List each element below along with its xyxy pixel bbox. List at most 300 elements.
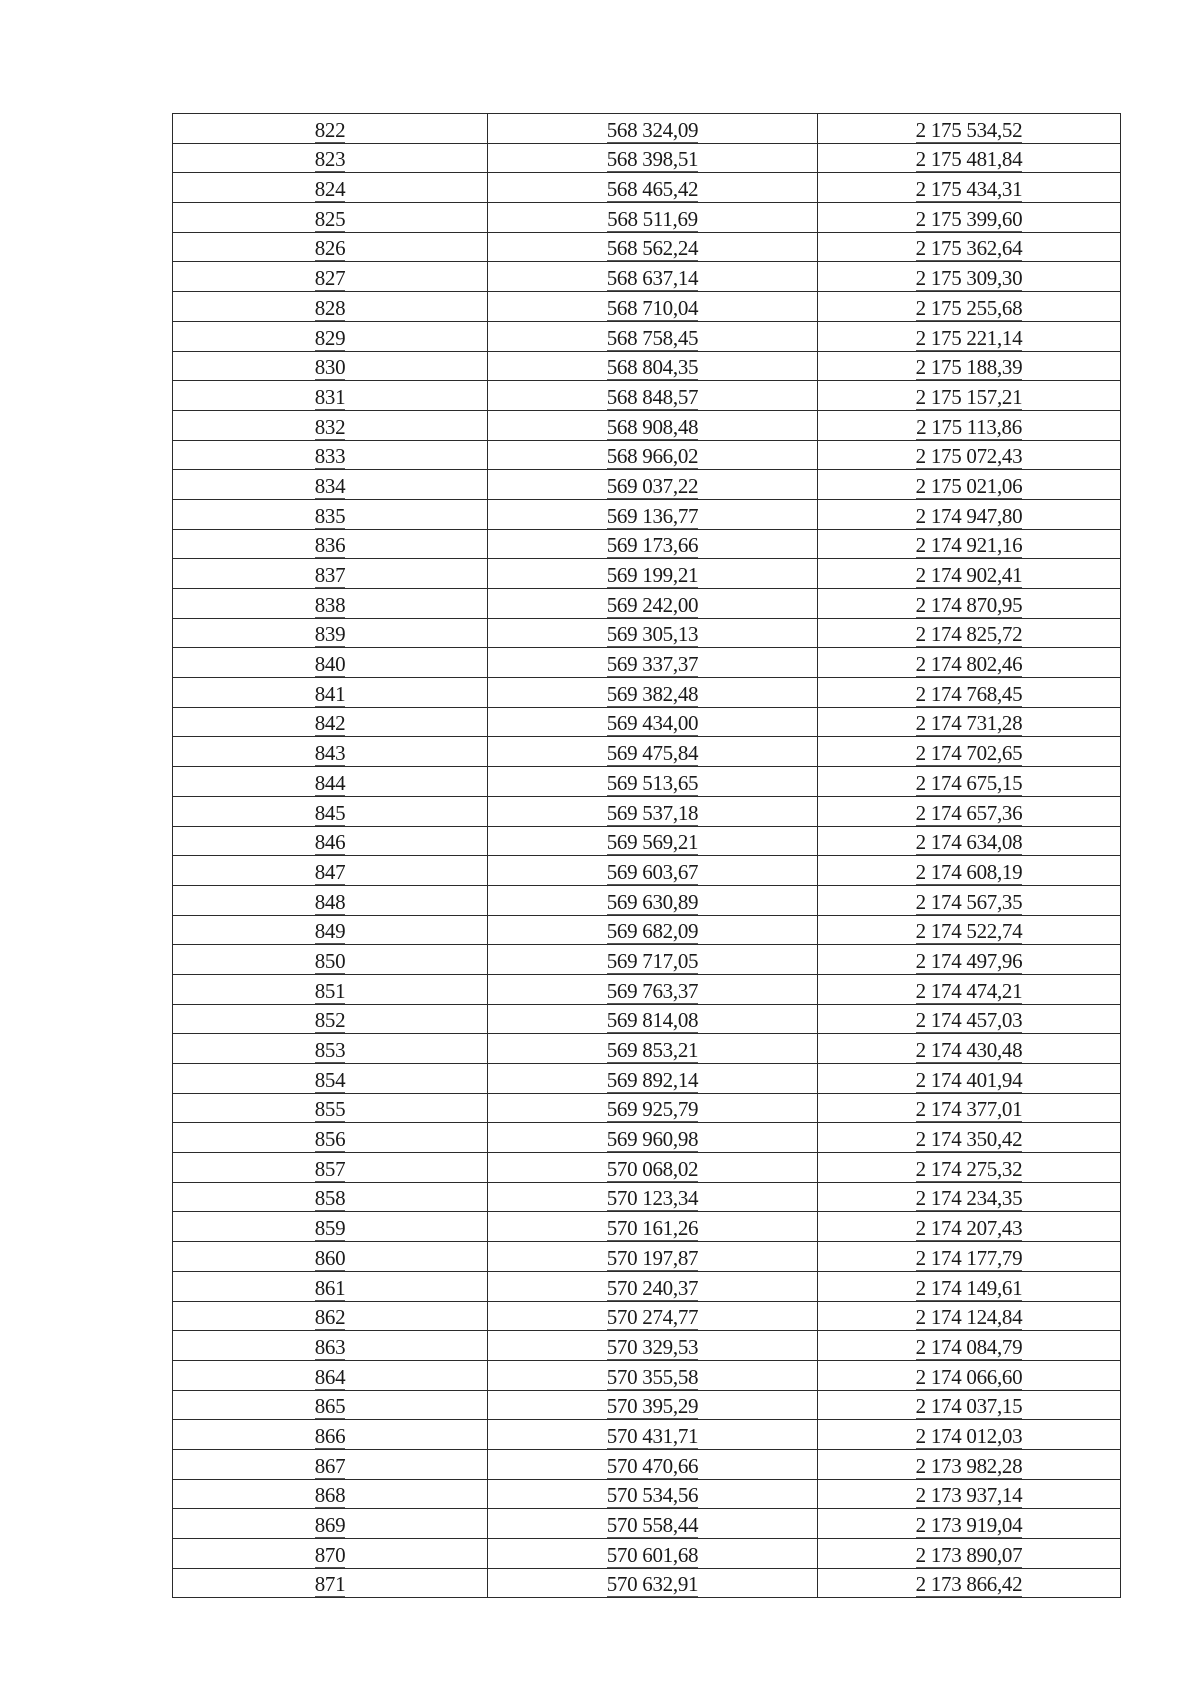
x-coordinate-value: 570 240,37 [606, 1275, 699, 1300]
point-number-value: 835 [314, 503, 346, 528]
x-coordinate-value: 569 434,00 [606, 711, 699, 736]
table-row [173, 173, 1121, 203]
y-coordinate-value: 2 174 702,65 [915, 741, 1023, 766]
y-coordinate-value: 2 174 177,79 [915, 1245, 1023, 1270]
x-coordinate-value: 569 892,14 [606, 1067, 699, 1092]
x-coordinate-value: 568 324,09 [606, 117, 699, 142]
x-coordinate-value: 570 123,34 [606, 1186, 699, 1211]
point-number-value: 840 [314, 652, 346, 677]
x-coordinate-value: 568 758,45 [606, 325, 699, 350]
y-coordinate-cell [818, 1034, 1121, 1064]
point-number-value: 831 [314, 384, 346, 409]
table-row [173, 589, 1121, 619]
table-row [173, 321, 1121, 351]
point-number-cell [173, 1093, 488, 1123]
point-number-cell [173, 1153, 488, 1183]
y-coordinate-value: 2 174 474,21 [915, 978, 1023, 1003]
y-coordinate-cell [818, 173, 1121, 203]
x-coordinate-value: 570 395,29 [606, 1394, 699, 1419]
y-coordinate-cell [818, 1153, 1121, 1183]
x-coordinate-cell [488, 143, 818, 173]
point-number-cell [173, 470, 488, 500]
y-coordinate-cell [818, 1331, 1121, 1361]
x-coordinate-cell [488, 974, 818, 1004]
table-row [173, 885, 1121, 915]
point-number-cell [173, 737, 488, 767]
point-number-value: 836 [314, 533, 346, 558]
y-coordinate-cell [818, 826, 1121, 856]
y-coordinate-value: 2 174 567,35 [915, 889, 1023, 914]
x-coordinate-value: 570 431,71 [606, 1423, 699, 1448]
point-number-value: 857 [314, 1156, 346, 1181]
point-number-value: 830 [314, 355, 346, 380]
y-coordinate-value: 2 175 255,68 [915, 295, 1023, 320]
table-row [173, 1034, 1121, 1064]
y-coordinate-cell [818, 915, 1121, 945]
point-number-value: 862 [314, 1305, 346, 1330]
y-coordinate-cell [818, 410, 1121, 440]
y-coordinate-cell [818, 618, 1121, 648]
y-coordinate-cell [818, 499, 1121, 529]
y-coordinate-value: 2 174 012,03 [915, 1423, 1023, 1448]
point-number-cell [173, 974, 488, 1004]
table-row [173, 440, 1121, 470]
x-coordinate-cell [488, 262, 818, 292]
y-coordinate-value: 2 174 522,74 [915, 919, 1023, 944]
table-row [173, 1242, 1121, 1272]
y-coordinate-value: 2 175 534,52 [915, 117, 1023, 142]
x-coordinate-value: 568 710,04 [606, 295, 699, 320]
x-coordinate-value: 569 603,67 [606, 859, 699, 884]
point-number-value: 828 [314, 295, 346, 320]
point-number-cell [173, 1390, 488, 1420]
y-coordinate-value: 2 174 430,48 [915, 1038, 1023, 1062]
y-coordinate-cell [818, 974, 1121, 1004]
x-coordinate-value: 570 197,87 [606, 1245, 699, 1270]
y-coordinate-cell [818, 1301, 1121, 1331]
y-coordinate-value: 2 174 902,41 [915, 563, 1023, 587]
x-coordinate-value: 569 853,21 [606, 1038, 699, 1062]
x-coordinate-cell [488, 440, 818, 470]
table-row [173, 1301, 1121, 1331]
y-coordinate-value: 2 174 731,28 [915, 711, 1023, 736]
point-number-cell [173, 1242, 488, 1272]
x-coordinate-cell [488, 1064, 818, 1094]
point-number-value: 861 [314, 1275, 346, 1300]
point-number-value: 838 [314, 592, 346, 617]
y-coordinate-value: 2 174 066,60 [915, 1364, 1023, 1389]
table-row [173, 1212, 1121, 1242]
y-coordinate-value: 2 175 481,84 [915, 147, 1023, 172]
y-coordinate-cell [818, 945, 1121, 975]
point-number-value: 866 [314, 1423, 346, 1448]
x-coordinate-value: 568 398,51 [606, 147, 699, 172]
point-number-cell [173, 1449, 488, 1479]
point-number-value: 869 [314, 1513, 346, 1537]
x-coordinate-cell [488, 232, 818, 262]
coordinates-table [172, 113, 1121, 1598]
table-row [173, 1420, 1121, 1450]
point-number-value: 846 [314, 830, 346, 855]
table-row [173, 678, 1121, 708]
point-number-value: 860 [314, 1245, 346, 1270]
point-number-value: 853 [314, 1038, 346, 1062]
x-coordinate-value: 569 925,79 [606, 1097, 699, 1122]
x-coordinate-value: 569 537,18 [606, 800, 699, 825]
point-number-value: 827 [314, 266, 346, 291]
point-number-cell [173, 559, 488, 589]
point-number-cell [173, 796, 488, 826]
x-coordinate-cell [488, 589, 818, 619]
x-coordinate-cell [488, 292, 818, 322]
point-number-value: 863 [314, 1334, 346, 1359]
point-number-cell [173, 1331, 488, 1361]
y-coordinate-cell [818, 321, 1121, 351]
x-coordinate-value: 570 534,56 [606, 1483, 699, 1508]
point-number-cell [173, 767, 488, 797]
x-coordinate-cell [488, 1360, 818, 1390]
table-row [173, 1539, 1121, 1569]
x-coordinate-value: 569 037,22 [606, 473, 699, 498]
y-coordinate-cell [818, 203, 1121, 233]
y-coordinate-cell [818, 1182, 1121, 1212]
y-coordinate-cell [818, 1123, 1121, 1153]
y-coordinate-cell [818, 856, 1121, 886]
point-number-value: 842 [314, 711, 346, 736]
table-row [173, 1093, 1121, 1123]
y-coordinate-cell [818, 1242, 1121, 1272]
y-coordinate-value: 2 174 675,15 [915, 770, 1023, 795]
x-coordinate-cell [488, 1449, 818, 1479]
x-coordinate-value: 569 513,65 [606, 770, 699, 795]
table-row [173, 499, 1121, 529]
point-number-value: 851 [314, 978, 346, 1003]
point-number-cell [173, 1479, 488, 1509]
x-coordinate-cell [488, 618, 818, 648]
y-coordinate-value: 2 174 634,08 [915, 830, 1023, 855]
x-coordinate-value: 570 632,91 [606, 1572, 699, 1597]
point-number-value: 826 [314, 236, 346, 261]
point-number-cell [173, 203, 488, 233]
x-coordinate-value: 569 136,77 [606, 503, 699, 528]
x-coordinate-cell [488, 351, 818, 381]
point-number-value: 824 [314, 177, 346, 202]
x-coordinate-cell [488, 381, 818, 411]
y-coordinate-cell [818, 678, 1121, 708]
x-coordinate-cell [488, 173, 818, 203]
x-coordinate-value: 569 682,09 [606, 919, 699, 944]
y-coordinate-cell [818, 114, 1121, 144]
table-row [173, 410, 1121, 440]
y-coordinate-value: 2 175 113,86 [916, 414, 1022, 439]
table-row [173, 1271, 1121, 1301]
x-coordinate-value: 569 717,05 [606, 948, 699, 973]
x-coordinate-cell [488, 1034, 818, 1064]
x-coordinate-cell [488, 321, 818, 351]
table-row [173, 1153, 1121, 1183]
point-number-value: 867 [314, 1453, 346, 1478]
y-coordinate-value: 2 174 870,95 [915, 592, 1023, 617]
y-coordinate-value: 2 175 157,21 [915, 384, 1023, 409]
y-coordinate-cell [818, 885, 1121, 915]
x-coordinate-cell [488, 410, 818, 440]
y-coordinate-value: 2 174 350,42 [915, 1127, 1023, 1152]
y-coordinate-cell [818, 1271, 1121, 1301]
table-row [173, 1390, 1121, 1420]
y-coordinate-cell [818, 232, 1121, 262]
x-coordinate-cell [488, 796, 818, 826]
point-number-value: 841 [314, 681, 346, 706]
x-coordinate-value: 569 475,84 [606, 741, 699, 766]
x-coordinate-cell [488, 1568, 818, 1598]
y-coordinate-cell [818, 559, 1121, 589]
y-coordinate-value: 2 175 072,43 [915, 444, 1023, 469]
x-coordinate-cell [488, 1182, 818, 1212]
point-number-cell [173, 1360, 488, 1390]
point-number-cell [173, 1568, 488, 1598]
point-number-cell [173, 945, 488, 975]
y-coordinate-value: 2 173 937,14 [915, 1483, 1023, 1508]
point-number-value: 837 [314, 563, 346, 587]
point-number-cell [173, 1539, 488, 1569]
point-number-value: 856 [314, 1127, 346, 1152]
point-number-cell [173, 232, 488, 262]
y-coordinate-value: 2 174 947,80 [915, 503, 1023, 528]
point-number-value: 850 [314, 948, 346, 973]
x-coordinate-cell [488, 1479, 818, 1509]
y-coordinate-value: 2 175 434,31 [915, 177, 1023, 202]
x-coordinate-cell [488, 203, 818, 233]
x-coordinate-cell [488, 707, 818, 737]
table-row [173, 114, 1121, 144]
x-coordinate-cell [488, 885, 818, 915]
table-row [173, 1331, 1121, 1361]
point-number-value: 834 [314, 473, 346, 498]
point-number-cell [173, 1034, 488, 1064]
x-coordinate-cell [488, 856, 818, 886]
y-coordinate-cell [818, 1509, 1121, 1539]
x-coordinate-value: 570 161,26 [606, 1216, 699, 1241]
table-row [173, 1479, 1121, 1509]
table-row [173, 232, 1121, 262]
x-coordinate-cell [488, 1093, 818, 1123]
x-coordinate-cell [488, 767, 818, 797]
y-coordinate-value: 2 175 309,30 [915, 266, 1023, 291]
y-coordinate-cell [818, 1360, 1121, 1390]
x-coordinate-value: 569 763,37 [606, 978, 699, 1003]
point-number-cell [173, 826, 488, 856]
x-coordinate-value: 570 601,68 [606, 1542, 699, 1567]
point-number-value: 848 [314, 889, 346, 914]
x-coordinate-cell [488, 1212, 818, 1242]
x-coordinate-value: 568 804,35 [606, 355, 699, 380]
x-coordinate-value: 570 329,53 [606, 1334, 699, 1359]
y-coordinate-value: 2 175 221,14 [915, 325, 1023, 350]
point-number-value: 865 [314, 1394, 346, 1419]
x-coordinate-value: 569 814,08 [606, 1008, 699, 1033]
point-number-cell [173, 1182, 488, 1212]
x-coordinate-value: 569 242,00 [606, 592, 699, 617]
y-coordinate-value: 2 175 362,64 [915, 236, 1023, 261]
table-row [173, 1360, 1121, 1390]
point-number-cell [173, 915, 488, 945]
y-coordinate-value: 2 174 401,94 [915, 1067, 1023, 1092]
y-coordinate-value: 2 175 399,60 [915, 206, 1023, 231]
y-coordinate-cell [818, 440, 1121, 470]
x-coordinate-value: 570 355,58 [606, 1364, 699, 1389]
point-number-cell [173, 589, 488, 619]
point-number-value: 825 [314, 206, 346, 231]
table-row [173, 1509, 1121, 1539]
table-row [173, 351, 1121, 381]
x-coordinate-cell [488, 529, 818, 559]
point-number-value: 855 [314, 1097, 346, 1122]
y-coordinate-cell [818, 470, 1121, 500]
point-number-value: 854 [314, 1067, 346, 1092]
point-number-value: 823 [314, 147, 346, 172]
x-coordinate-cell [488, 1539, 818, 1569]
point-number-cell [173, 321, 488, 351]
y-coordinate-cell [818, 292, 1121, 322]
x-coordinate-value: 568 465,42 [606, 177, 699, 202]
y-coordinate-cell [818, 707, 1121, 737]
table-row [173, 529, 1121, 559]
y-coordinate-value: 2 174 608,19 [915, 859, 1023, 884]
point-number-cell [173, 351, 488, 381]
table-row [173, 1064, 1121, 1094]
point-number-value: 843 [314, 741, 346, 766]
y-coordinate-value: 2 173 919,04 [915, 1513, 1023, 1537]
y-coordinate-value: 2 173 890,07 [915, 1542, 1023, 1567]
y-coordinate-cell [818, 589, 1121, 619]
table-row [173, 470, 1121, 500]
y-coordinate-value: 2 174 234,35 [915, 1186, 1023, 1211]
y-coordinate-value: 2 175 021,06 [915, 473, 1023, 498]
y-coordinate-value: 2 174 825,72 [915, 622, 1023, 647]
table-row [173, 767, 1121, 797]
y-coordinate-cell [818, 1064, 1121, 1094]
point-number-value: 864 [314, 1364, 346, 1389]
y-coordinate-value: 2 174 037,15 [915, 1394, 1023, 1419]
x-coordinate-cell [488, 499, 818, 529]
y-coordinate-cell [818, 262, 1121, 292]
y-coordinate-cell [818, 767, 1121, 797]
point-number-cell [173, 618, 488, 648]
point-number-cell [173, 648, 488, 678]
y-coordinate-cell [818, 1390, 1121, 1420]
point-number-cell [173, 143, 488, 173]
y-coordinate-value: 2 174 497,96 [915, 948, 1023, 973]
x-coordinate-value: 570 558,44 [606, 1513, 699, 1537]
y-coordinate-value: 2 174 124,84 [915, 1305, 1023, 1330]
x-coordinate-value: 570 470,66 [606, 1453, 699, 1478]
point-number-cell [173, 1420, 488, 1450]
y-coordinate-cell [818, 648, 1121, 678]
point-number-cell [173, 529, 488, 559]
point-number-cell [173, 499, 488, 529]
x-coordinate-cell [488, 1123, 818, 1153]
point-number-cell [173, 114, 488, 144]
y-coordinate-cell [818, 1479, 1121, 1509]
point-number-value: 870 [314, 1542, 346, 1567]
table-row [173, 974, 1121, 1004]
table-row [173, 707, 1121, 737]
x-coordinate-cell [488, 915, 818, 945]
table-row [173, 826, 1121, 856]
x-coordinate-cell [488, 559, 818, 589]
point-number-cell [173, 173, 488, 203]
x-coordinate-value: 569 960,98 [606, 1127, 699, 1152]
table-row [173, 737, 1121, 767]
point-number-value: 852 [314, 1008, 346, 1033]
x-coordinate-cell [488, 1242, 818, 1272]
point-number-cell [173, 707, 488, 737]
x-coordinate-value: 569 569,21 [606, 830, 699, 855]
y-coordinate-value: 2 175 188,39 [915, 355, 1023, 380]
table-row [173, 559, 1121, 589]
y-coordinate-value: 2 174 377,01 [915, 1097, 1023, 1122]
x-coordinate-value: 568 511,69 [607, 206, 698, 231]
point-number-cell [173, 678, 488, 708]
x-coordinate-value: 568 637,14 [606, 266, 699, 291]
y-coordinate-cell [818, 529, 1121, 559]
y-coordinate-value: 2 174 768,45 [915, 681, 1023, 706]
point-number-value: 832 [314, 414, 346, 439]
point-number-cell [173, 1212, 488, 1242]
table-row [173, 262, 1121, 292]
x-coordinate-cell [488, 648, 818, 678]
point-number-cell [173, 1123, 488, 1153]
y-coordinate-cell [818, 1420, 1121, 1450]
table-row [173, 1004, 1121, 1034]
point-number-value: 844 [314, 770, 346, 795]
point-number-cell [173, 440, 488, 470]
x-coordinate-value: 568 848,57 [606, 384, 699, 409]
table-row [173, 618, 1121, 648]
point-number-cell [173, 292, 488, 322]
x-coordinate-cell [488, 1004, 818, 1034]
table-row [173, 1449, 1121, 1479]
table-row [173, 648, 1121, 678]
y-coordinate-value: 2 174 275,32 [915, 1156, 1023, 1181]
point-number-cell [173, 262, 488, 292]
y-coordinate-cell [818, 381, 1121, 411]
point-number-value: 829 [314, 325, 346, 350]
x-coordinate-cell [488, 678, 818, 708]
point-number-value: 833 [314, 444, 346, 469]
table-row [173, 796, 1121, 826]
y-coordinate-value: 2 174 921,16 [915, 533, 1023, 558]
point-number-value: 868 [314, 1483, 346, 1508]
x-coordinate-cell [488, 1153, 818, 1183]
point-number-cell [173, 1064, 488, 1094]
y-coordinate-cell [818, 1568, 1121, 1598]
y-coordinate-value: 2 173 866,42 [915, 1572, 1023, 1597]
point-number-cell [173, 856, 488, 886]
table-row [173, 1568, 1121, 1598]
x-coordinate-cell [488, 826, 818, 856]
point-number-cell [173, 410, 488, 440]
y-coordinate-value: 2 174 084,79 [915, 1334, 1023, 1359]
x-coordinate-cell [488, 114, 818, 144]
point-number-cell [173, 1509, 488, 1539]
x-coordinate-cell [488, 1331, 818, 1361]
table-row [173, 915, 1121, 945]
y-coordinate-value: 2 173 982,28 [915, 1453, 1023, 1478]
x-coordinate-value: 569 199,21 [606, 563, 699, 587]
x-coordinate-cell [488, 737, 818, 767]
point-number-cell [173, 885, 488, 915]
